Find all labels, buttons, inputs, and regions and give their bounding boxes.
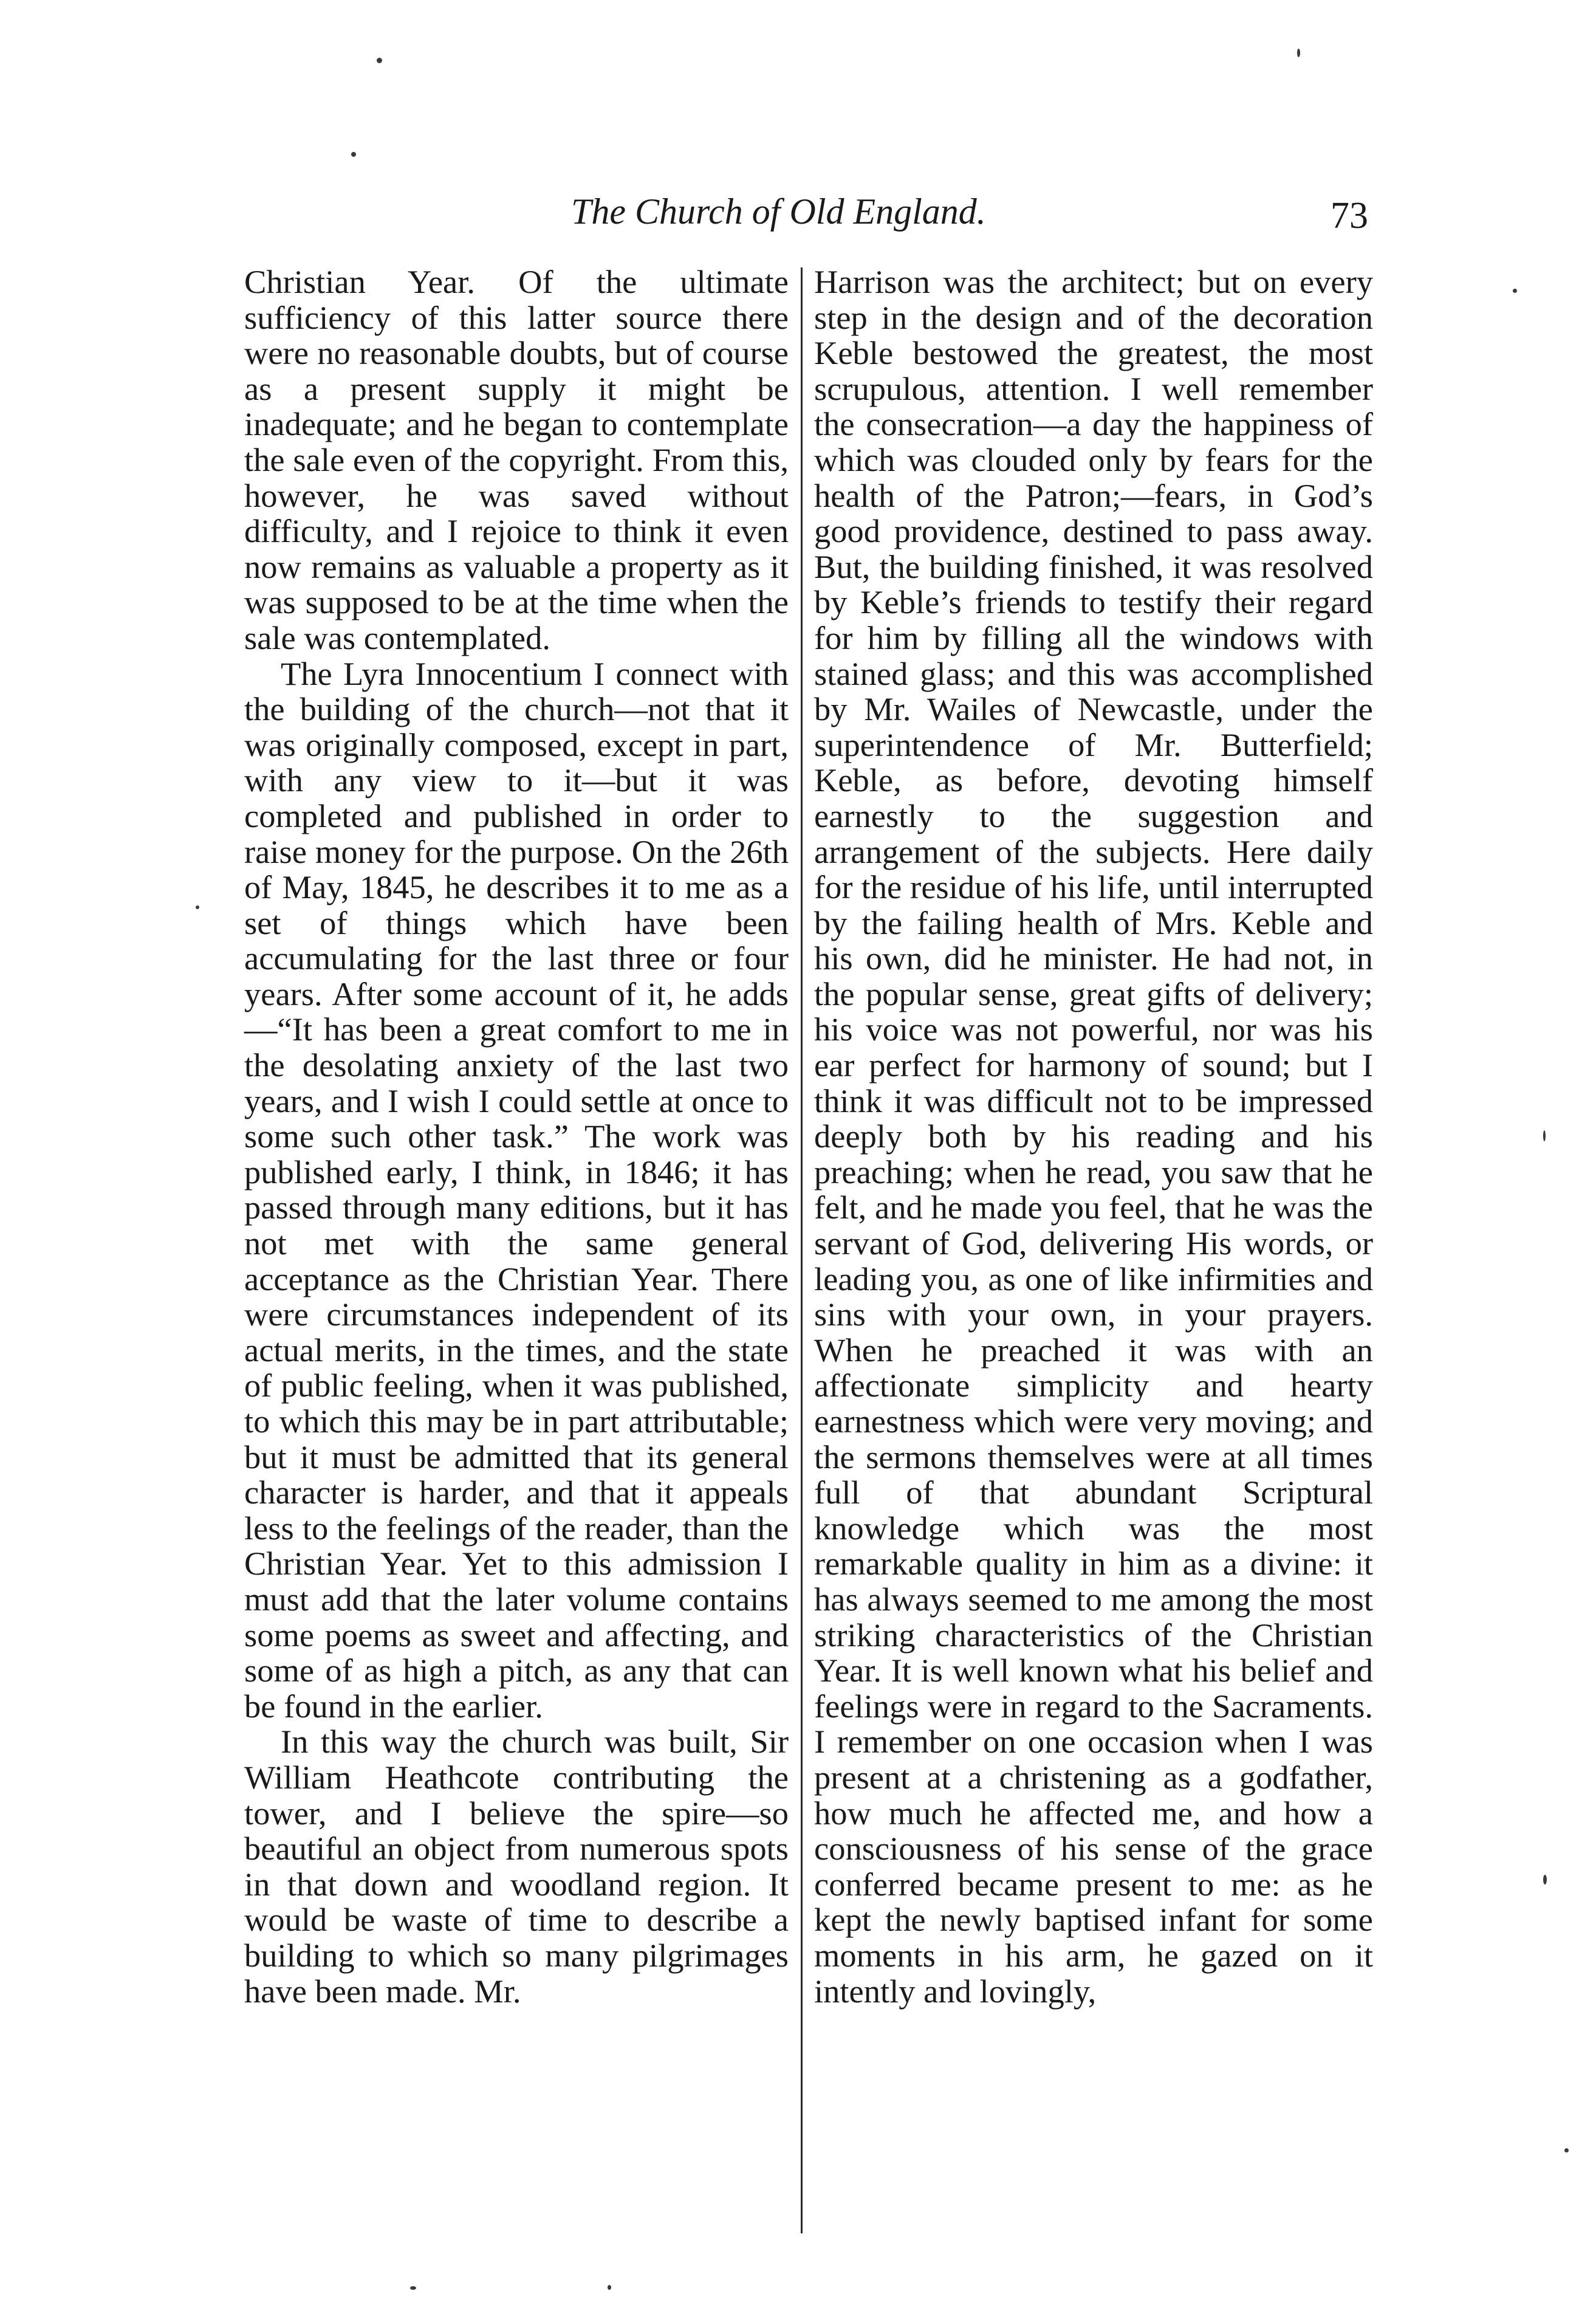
- right-column: [814, 264, 1373, 2009]
- scan-speck: [351, 152, 356, 157]
- scan-speck: [1543, 1130, 1546, 1141]
- scan-speck: [410, 2286, 416, 2290]
- column-divider: [801, 267, 803, 2233]
- running-title: The Church of Old England.: [571, 191, 986, 232]
- scan-speck: [1513, 289, 1517, 293]
- right-paragraph-1: Harrison was the architect; but on every step in the design and of the decoration Keble bestowed the greatest, the most scrupulous, attention. I well remember the consecration—a day the happiness of which was clouded only by fears for the health of the Patron;—fears, in God’s good providence, destined to pass away. But, the building finished, it was resolved by Keble’s friends to testify their regard for him by filling all the windows with stained glass; and this was accomplished by Mr. Wailes of Newcastle, under the superintendence of Mr. Butterfield; Keble, as before, devoting himself earnestly to the suggestion and arrangement of the subjects. Here daily for the residue of his life, until interrupted by the failing health of Mrs. Keble and his own, did he minister. He had not, in the popular sense, great gifts of delivery; his voice was not powerful, nor was his ear perfect for harmony of sound; but I think it was difficult not to be impressed deeply both by his reading and his preaching; when he read, you saw that he felt, and he made you feel, that he was the servant of God, delivering His words, or leading you, as one of like infirmities and sins with your own, in your prayers. When he preached it was with an affectionate simplicity and hearty earnestness which were very moving; and the sermons themselves were at all times full of that abundant Scriptural knowledge which was the most remarkable quality in him as a divine: it has always seemed to me among the most striking characteristics of the Christian Year. It is well known what his belief and feelings were in regard to the Sacraments. I remember on one occasion when I was present at a christening as a godfather, how much he affected me, and how a consciousness of his sense of the grace conferred became present to me: as he kept the newly baptised infant for some moments in his arm, he gazed on it intently and lovingly,: [814, 263, 1373, 2010]
- scan-speck: [1543, 1875, 1547, 1884]
- left-paragraph-3: In this way the church was built, Sir William Heathcote contributing the tower, and I believe the spire—so beautiful an object from numerous spots in that down and woodland region. It would be waste of time to describe a building to which so many pilgrimages have been made. Mr.: [244, 1723, 789, 2010]
- page-number: 73: [1331, 195, 1368, 236]
- left-paragraph-2: The Lyra Innocentium I connect with the building of the church—not that it was originally composed, except in part, with any view to it—but it was completed and published in order to raise money for the purpose. On the 26th of May, 1845, he describes it to me as a set of things which have been accumulating for the last three or four years. After some account of it, he adds—“It has been a great comfort to me in the desolating anxiety of the last two years, and I wish I could settle at once to some such other task.” The work was published early, I think, in 1846; it has passed through many editions, but it has not met with the same general acceptance as the Christian Year. There were circumstances independent of its actual merits, in the times, and the state of public feeling, when it was published, to which this may be in part attributable; but it must be admitted that its general character is harder, and that it appeals less to the feelings of the reader, than the Christian Year. Yet to this admission I must add that the later volume contains some poems as sweet and affecting, and some of as high a pitch, as any that can be found in the earlier.: [244, 654, 789, 1725]
- scan-speck: [377, 58, 382, 63]
- left-paragraph-1: Christian Year. Of the ultimate sufficiency of this latter source there were no reasonable doubts, but of course as a present supply it might be inadequate; and he began to contemplate the sale even of the copyright. From this, however, he was saved without difficulty, and I rejoice to think it even now remains as valuable a property as it was supposed to be at the time when the sale was contemplated.: [244, 263, 789, 656]
- left-column: [244, 264, 789, 2009]
- scan-speck: [608, 2285, 611, 2290]
- scan-speck: [1297, 49, 1300, 57]
- scan-speck: [196, 905, 199, 909]
- scan-speck: [1564, 2148, 1569, 2152]
